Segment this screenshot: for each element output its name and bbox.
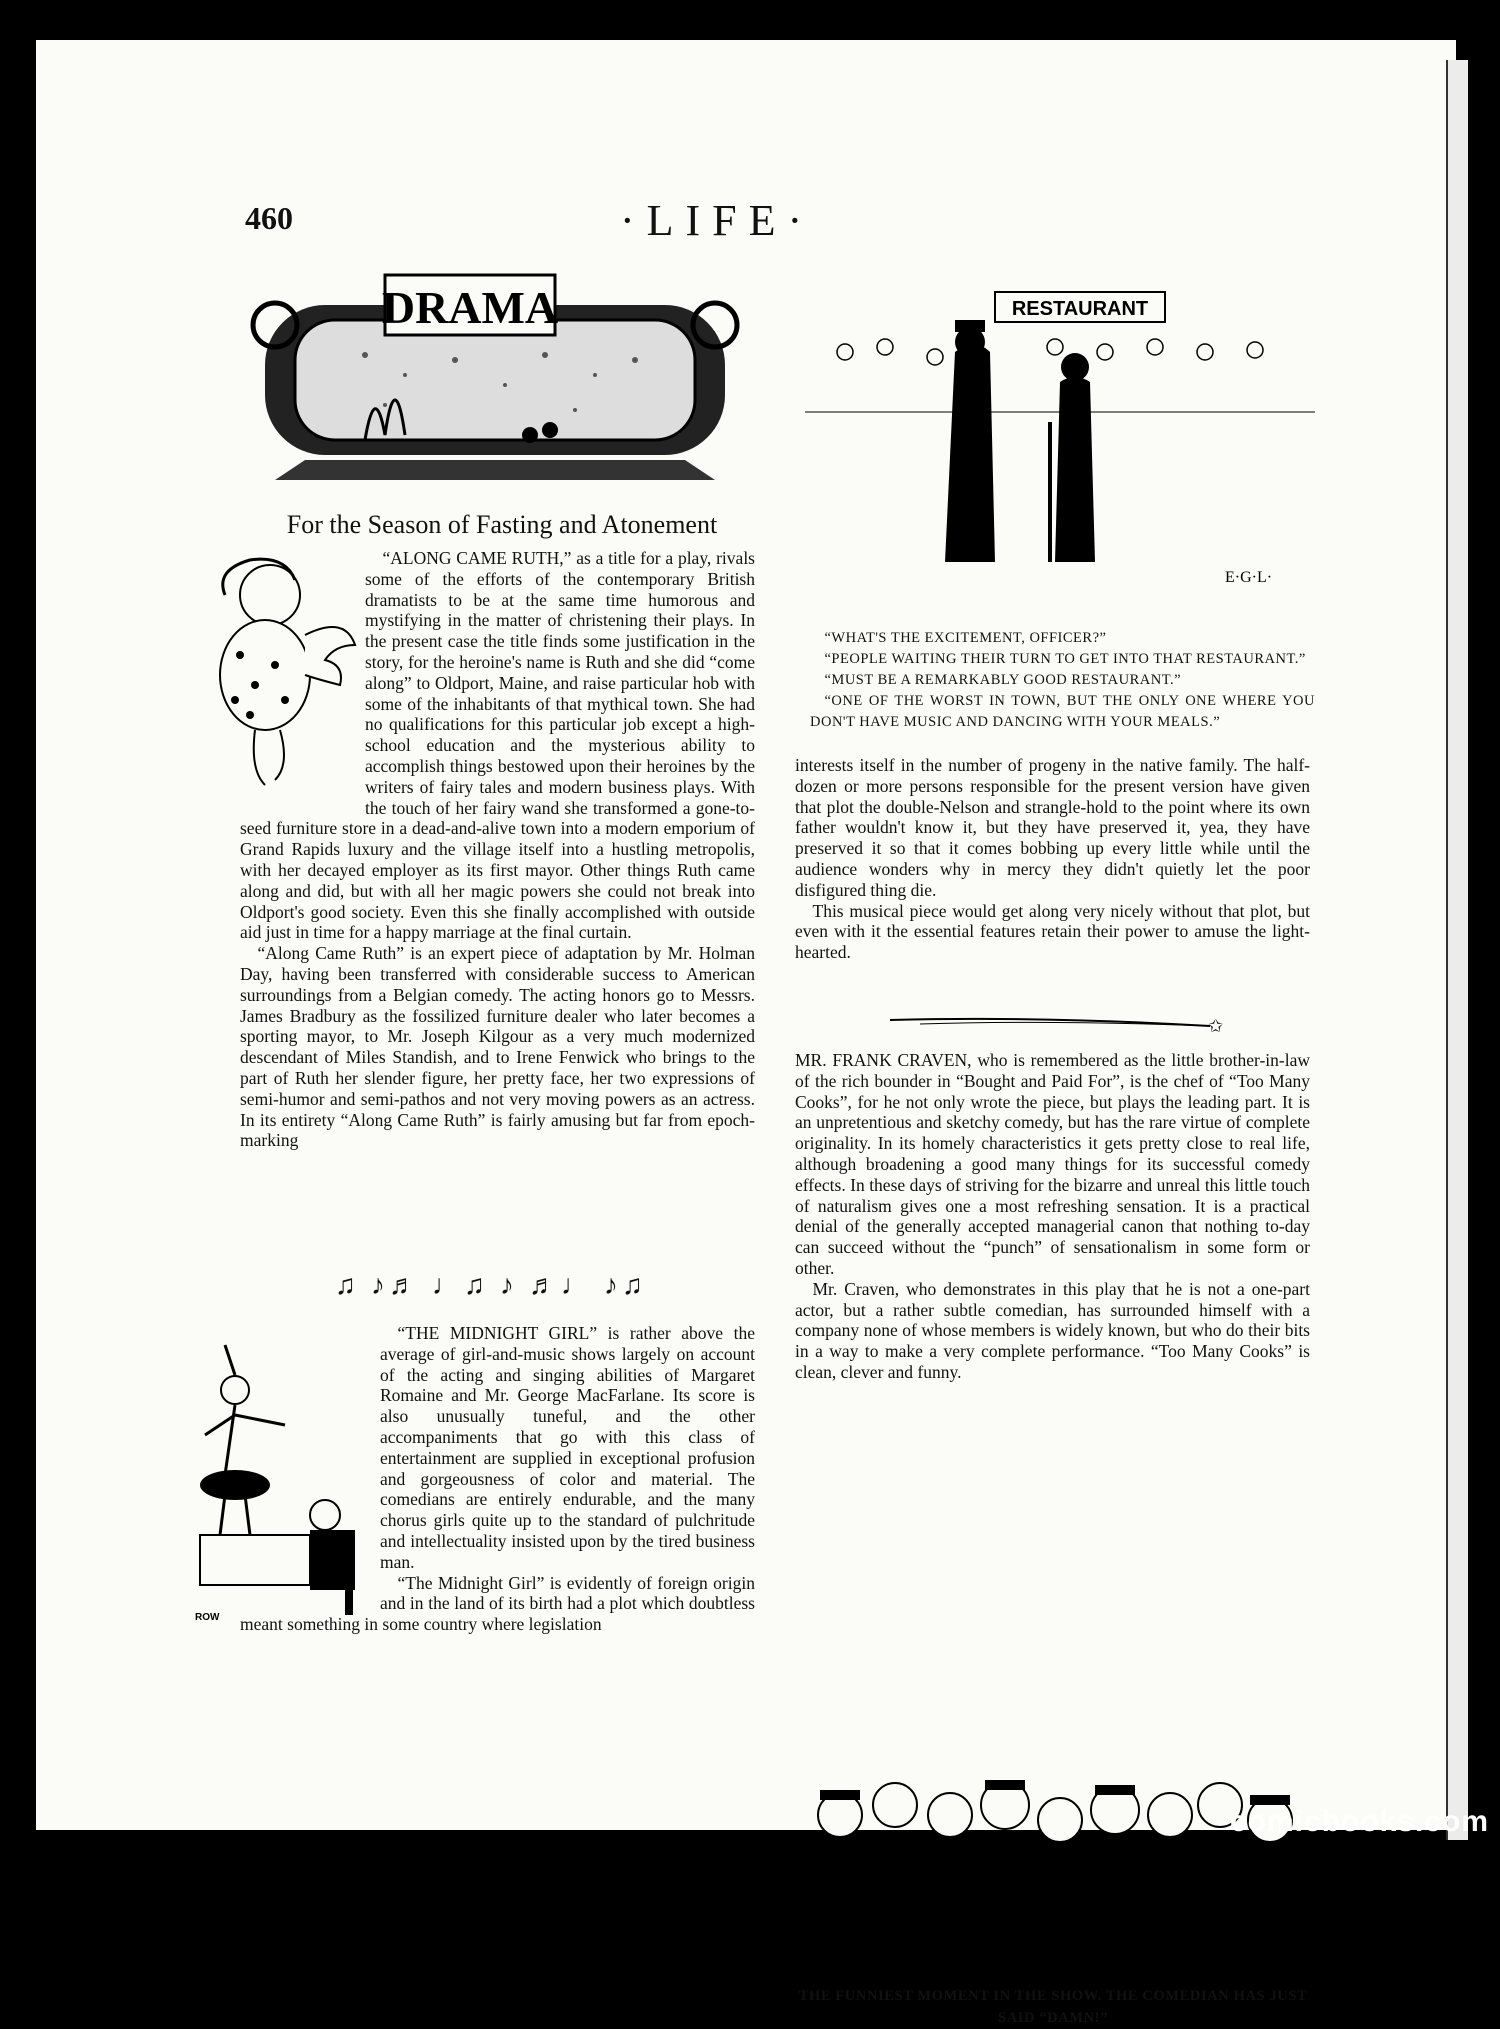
article2-paragraph-3: interests itself in the number of progeny in the native family. The half-dozen or more persons responsible for the present version have given that plot the double-Nelson and strangle-hold to the point where its own father wouldn't know it, but they have preserved it, yea, they have preserved it so that it comes bobbing up every little while until the audience wonders why in mercy they didn't quietly let the poor disfigured thing die. [795,755,1310,900]
svg-text:✩: ✩ [1208,1016,1224,1037]
caption-line: “PEOPLE WAITING THEIR TURN TO GET INTO THAT RESTAURANT.” [824,651,1306,667]
site-watermark: comicbooks.com [1230,1805,1490,1838]
cartoon2-caption: THE FUNNIEST MOMENT IN THE SHOW. THE COMEDIAN HAS JUST SAID “DAMN!” [798,1988,1308,2026]
article2-paragraph-2: “The Midnight Girl” is evidently of foreign origin and in the land of its birth had a plot which doubtless meant something in some country where legislation [240,1572,755,1635]
drama-banner-illustration [245,265,745,485]
restaurant-cartoon [805,262,1315,602]
adjacent-page-edge [1446,60,1468,1840]
illustration-wrap-space [240,548,365,803]
cartoon2-signature: ROW [195,1612,220,1623]
comet-divider [890,1008,1230,1038]
masthead: ·LIFE· [620,196,815,245]
article2-body-right [795,755,1310,963]
cartoon1-signature: E·G·L· [1225,569,1273,586]
drama-banner-label: DRAMA [381,282,559,333]
article2-paragraph-4: This musical piece would get along very nicely without that plot, but even with it the essential features retain their power to amuse the light-hearted. [795,900,1310,963]
music-notes-ornament: ♫ ♪♬ ♩♫ ♪ ♬♩ ♪♫ [335,1270,647,1301]
article2-paragraph-1: “THE MIDNIGHT GIRL” is rather above the average of girl-and-music shows largely on account of the acting and singing abilities of Margaret Romaine and Mr. George MacFarlane. Its score is also unusually tuneful, and the other accompaniments that go with this class of entertainment are supplied in exceptional profusion and gorgeousness of color and material. The comedians are entirely endurable, and the many chorus girls quite up to the standard of pulchritude and intellectuality insisted upon by the tired business man. [380,1323,755,1572]
article1-headline: For the Season of Fasting and Atonement [286,510,718,539]
article3-body [795,1050,1310,1383]
article3-paragraph-2: Mr. Craven, who demonstrates in this play that he is not a one-part actor, but a rather subtle comedian, has surrounded himself with a company none of whose members is widely known, but who do their bits in a way to make a very complete performance. “Too Many Cooks” is clean, clever and funny. [795,1278,1310,1382]
caption-line: “ONE OF THE WORST IN TOWN, BUT THE ONLY ONE WHERE YOU DON'T HAVE MUSIC AND DANCING WITH YOUR MEALS.” [810,693,1315,730]
article3-paragraph-1: MR. FRANK CRAVEN, who is remembered as the little brother-in-law of the rich bounder in “Bought and Paid For”, is the chef of “Too Many Cooks”, for he not only wrote the piece, but plays the leading part. It is an unpretentious and sketchy comedy, but has the rare virtue of complete originality. In its homely characteristics it gets pretty close to real life, although broadening a good many things for its successful comedy effects. In these days of striving for the bizarre and unreal this little touch of naturalism gives one a most refreshing sensation. It is a practical denial of the generally accepted managerial canon that nothing to-day can succeed without the “punch” of sensationalism in some form or other. [795,1050,1310,1278]
restaurant-sign: RESTAURANT [1011,298,1149,320]
cartoon1-caption [810,628,1315,733]
illustration-wrap-space [240,1323,380,1613]
audience-cartoon [800,1745,1310,1960]
page-number: 460 [245,200,293,236]
article1-body [240,548,755,1151]
article2-body-left [240,1323,755,1635]
article1-paragraph-2: “Along Came Ruth” is an expert piece of adaptation by Mr. Holman Day, having been transferred with considerable success to American surroundings from a Belgian comedy. The acting honors go to Messrs. James Bradbury as the fossilized furniture dealer who later becomes a sporting mayor, to Mr. Joseph Kilgour as a very much modernized descendant of Miles Standish, and to Irene Fenwick who brings to the part of Ruth her slender figure, her pretty face, her two expressions of semi-humor and semi-pathos and not very moving powers as an actress. In its entirety “Along Came Ruth” is fairly amusing but far from epoch-marking [240,943,755,1151]
caption-line: “WHAT'S THE EXCITEMENT, OFFICER?” [824,630,1107,646]
caption-line: “MUST BE A REMARKABLY GOOD RESTAURANT.” [824,672,1182,688]
article1-paragraph-1: “ALONG CAME RUTH,” as a title for a play, rivals some of the efforts of the contemporary British dramatists to be at the same time humorous and mystifying in the matter of christening their plays. In the present case the title finds some justification in the story, for the heroine's name is Ruth and she did “come along” to Oldport, Maine, and raise particular hob with some of the inhabitants of that mythical town. She had no qualifications for this particular job except a high-school education and the mysterious ability to accomplish things bestowed upon their heroines by the writers of fairy tales and modern business plays. With the touch of her fairy wand she transformed a gone-to-seed furniture store in a dead-and-alive town into a modern emporium of Grand Rapids luxury and the village itself into a hustling metropolis, with her decayed employer as its first mayor. Other things Ruth came along and did, but with all her magic powers she could not break into Oldport's good society. Even this she finally accomplished with outside aid just in time for a happy marriage at the final curtain. [240,548,755,943]
